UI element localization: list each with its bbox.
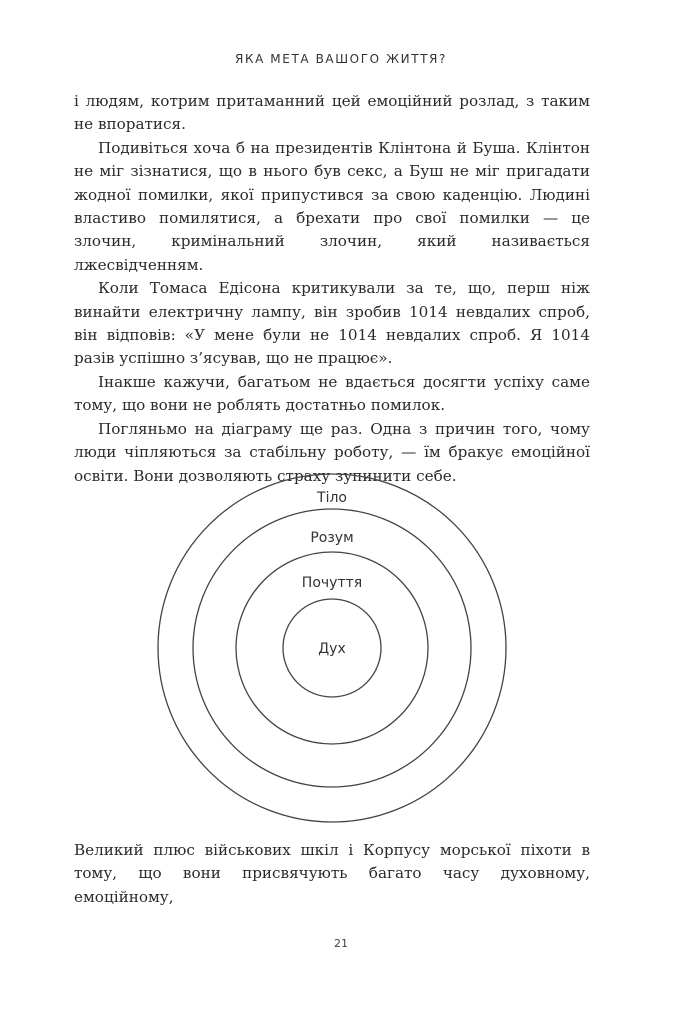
- paragraph-1: і людям, котрим притаманний цей емоційний розлад, з таким не впоратися.: [74, 92, 590, 134]
- paragraph-4: Інакше кажучи, багатьом не вдається досягти успіху саме тому, що вони не роблять достатньо помилок.: [74, 372, 590, 415]
- concentric-circles-diagram: [146, 472, 518, 832]
- paragraph-3: Коли Томаса Едісона критикували за те, що, перш ніж винайти електричну лампу, він зробив 1014 невдалих спроб, він відповів: «У мене були не 1014 невдалих спроб. Я 1014 разів успішно з’ясував, що не працює».: [74, 279, 590, 368]
- paragraph-5: Погляньмо на діаграму ще раз. Одна з причин того, чому люди чіпляються за стабільну роботу, — їм бракує емоційної освіти. Вони дозволяють страху зупинити себе.: [74, 419, 590, 485]
- ring-label-emotions: Почуття: [301, 575, 363, 591]
- paragraph-6: Великий плюс військових шкіл і Корпусу морської піхоти в тому, що вони присвячують багато часу духовному, емоційному,: [74, 841, 590, 906]
- body-text: [74, 90, 590, 488]
- ring-label-mind: Розум: [310, 530, 354, 546]
- paragraph-2: Подивіться хоча б на президентів Клінтона й Буша. Клінтон не міг зізнатися, що в нього був секс, а Буш не міг пригадати жодної помилки, якої припустився за свою каденцію. Людині властиво помилятися, а брехати про свої помилки — це злочин, кримінальний злочин, який називається лжесвідченням.: [74, 138, 590, 274]
- page-number: 21: [334, 937, 348, 950]
- bottom-text: [74, 839, 590, 909]
- running-head: ЯКА МЕТА ВАШОГО ЖИТТЯ?: [235, 52, 447, 66]
- ring-label-spirit: Дух: [318, 641, 346, 657]
- ring-label-body: Тіло: [317, 490, 347, 506]
